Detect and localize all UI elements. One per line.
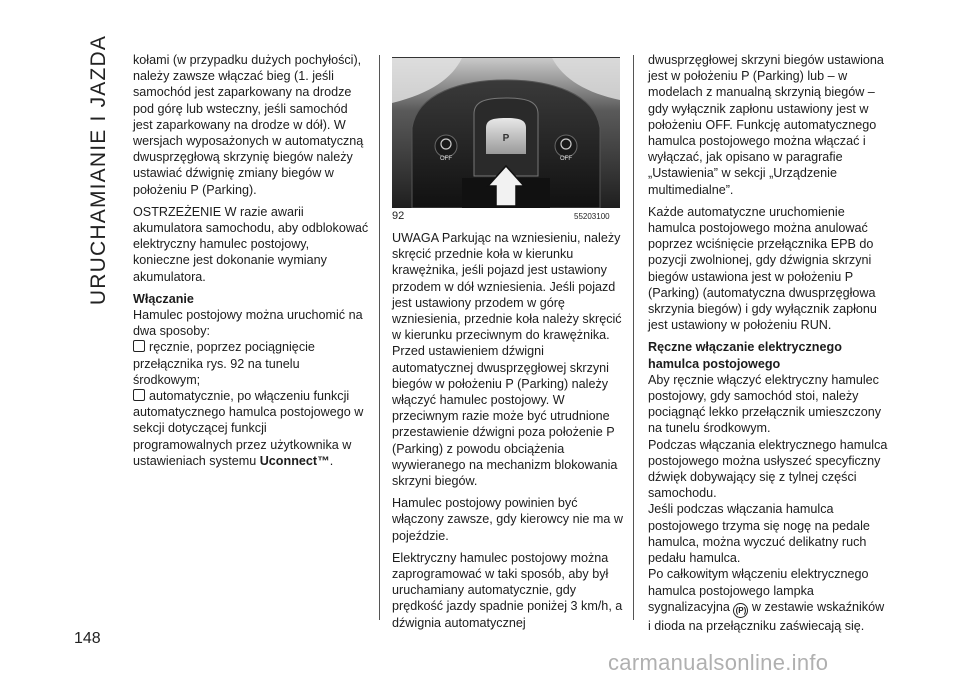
figure-number: 92 (392, 210, 405, 222)
parking-brake-lamp-icon: (P) (733, 603, 748, 618)
bullet-icon (133, 340, 145, 352)
paragraph: Jeśli podczas włączania hamulca postojowego trzyma się nogę na pedale hamulca, można wyczuć delikatny ruch pedału hamulca. (648, 502, 870, 566)
paragraph: Hamulec postojowy można uruchomić na dwa sposoby: (133, 308, 363, 339)
paragraph: kołami (w przypadku dużych pochyłości), należy zawsze włączać bieg (1. jeśli samochód jest zaparkowany na drodze pod górę lub wsteczny, jeśli samochód jest zaparkowany na drodze w dół). W wersjach wyposażonych w automatyczną dwusprzęgłową skrzynię biegów należy ustawiać dźwignię zmiany biegów w położeniu P (Parking). (133, 53, 364, 197)
section-heading-wlaczanie: Włączanie (133, 291, 194, 306)
list-item: automatycznie, po włączeniu funkcji automatycznego hamulca postojowego w sekcji dotyczącej funkcji programowalnych przez użytkownika w ustawieniach systemu Uconnect™. (133, 389, 364, 468)
section-heading-manual-engage: Ręczne włączanie elektrycznego hamulca postojowego (648, 340, 842, 371)
note-paragraph: UWAGA Parkując na wzniesieniu, należy skręcić przednie koła w kierunku krawężnika, jeśli pojazd jest ustawiony przodem w dół wzniesienia. Jeśli pojazd jest ustawiony przodem w górę wzniesienia, przednie koła należy skręcić w kierunku przeciwnym do krawężnika. Przed ustawieniem dźwigni automatycznej dwusprzęgłowej skrzyni biegów w położeniu P (Parking) należy włączyć hamulec postojowy. W przeciwnym razie może być utrudnione przestawienie dźwigni poza położenie P (Parking) z powodu obciążenia wywieranego na mechanizm blokowania skrzyni biegów. (392, 231, 622, 489)
text-column-2 (392, 230, 624, 637)
list-item: ręcznie, poprzez pociągnięcie przełącznika rys. 92 na tunelu środkowym; (133, 340, 315, 387)
paragraph: Podczas włączania elektrycznego hamulca postojowego można usłyszeć specyficzny dźwięk dobywający się z tylnej części samochodu. (648, 437, 888, 501)
figure-code: 55203100 (574, 212, 610, 221)
paragraph: Aby ręcznie włączyć elektryczny hamulec postojowy, gdy samochód stoi, należy pociągnąć lekko przełącznik umieszczony na tunelu środkowym. (648, 372, 882, 436)
paragraph: Po całkowitym włączeniu elektrycznego hamulca postojowego lampka sygnalizacyjna (P) w zestawie wskaźników i dioda na przełączniku zaświecają się. (648, 567, 885, 633)
watermark: carmanualsonline.info (608, 650, 829, 675)
section-title-vertical (86, 34, 112, 306)
center-button-label: P (502, 133, 510, 144)
paragraph: Każde automatyczne uruchomienie hamulca postojowego można anulować poprzez wciśnięcie przełącznika EPB do pozycji zwolnionej, gdy dźwignia skrzyni biegów ustawiona jest w położeniu P (Parking) (automatyczna dwusprzęgłowa skrzynia biegów) i gdy wyłącznik zapłonu jest ustawiony w położeniu RUN. (648, 204, 877, 333)
figure-epb-switch (392, 58, 620, 208)
page-number: 148 (74, 630, 101, 647)
epb-switch-illustration (392, 58, 620, 208)
paragraph: dwusprzęgłowej skrzyni biegów ustawiona jest w położeniu P (Parking) lub – w modelach z manualną skrzynią biegów – gdy wyłącznik zapłonu ustawiony jest w położeniu OFF. Funkcję automatycznego hamulca postojowego można włączać i wyłączać, jak opisano w paragrafie „Ustawienia” w sekcji „Urządzenie multimedialne”. (648, 53, 884, 197)
column-divider-2 (633, 55, 634, 620)
bullet-icon (133, 389, 145, 401)
section-title-text: URUCHAMIANIE I JAZDA (87, 34, 110, 306)
paragraph: Elektryczny hamulec postojowy można zaprogramować w taki sposób, aby był uruchamiany automatycznie, gdy prędkość jazdy spadnie poniżej 3 km/h, a dźwignia automatycznej (392, 550, 623, 630)
text-column-1 (133, 52, 369, 469)
warning-paragraph: OSTRZEŻENIE W razie awarii akumulatora samochodu, aby odblokować elektryczny hamulec postojowy, konieczne jest dokonanie wymiany akumulatora. (133, 204, 369, 284)
left-button-label: OFF (440, 156, 452, 162)
right-button-label: OFF (560, 156, 572, 162)
text-column-3 (648, 52, 888, 640)
paragraph: Hamulec postojowy powinien być włączony zawsze, gdy kierowcy nie ma w pojeździe. (392, 496, 623, 543)
column-divider-1 (379, 55, 380, 620)
uconnect-brand: Uconnect™ (259, 453, 330, 468)
